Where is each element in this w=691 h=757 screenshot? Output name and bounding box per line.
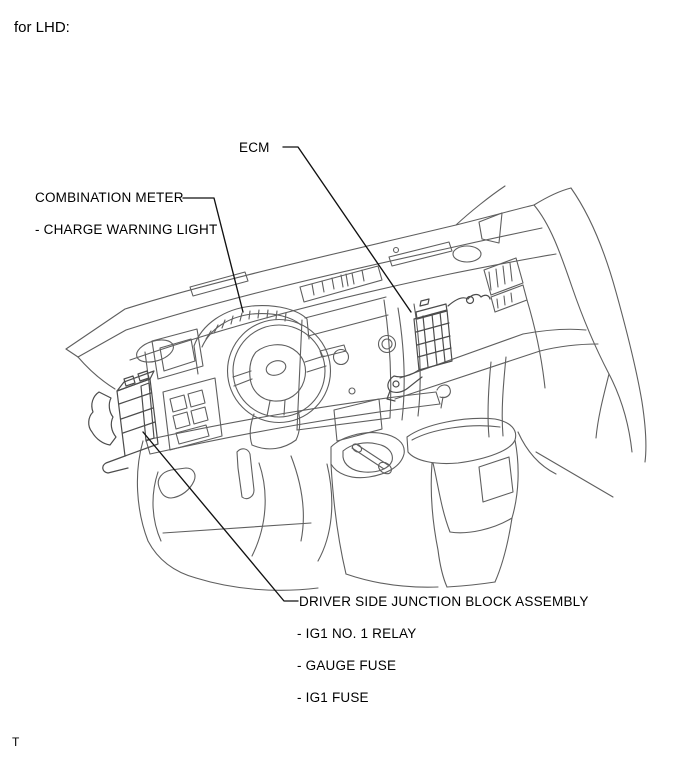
label-ecm: ECM bbox=[239, 140, 270, 155]
junction-block-part bbox=[89, 371, 158, 473]
footer-marker: T bbox=[12, 735, 20, 749]
steering-wheel bbox=[228, 320, 347, 449]
leader-ecm bbox=[283, 147, 411, 312]
floor-and-pedals bbox=[137, 441, 331, 590]
side-vent bbox=[484, 258, 545, 388]
switch-panel bbox=[163, 378, 222, 450]
label-gauge-fuse: - GAUGE FUSE bbox=[297, 658, 397, 673]
leader-combination-meter bbox=[183, 198, 243, 312]
leader-junction-block bbox=[143, 432, 298, 601]
dash-top bbox=[66, 228, 556, 390]
label-ig1-no1-relay: - IG1 NO. 1 RELAY bbox=[297, 626, 417, 641]
label-combination-meter: COMBINATION METER bbox=[35, 190, 184, 205]
label-junction-block: DRIVER SIDE JUNCTION BLOCK ASSEMBLY bbox=[299, 594, 589, 609]
leader-lines bbox=[143, 147, 411, 601]
variant-note: for LHD: bbox=[14, 19, 70, 36]
label-charge-warning-light: - CHARGE WARNING LIGHT bbox=[35, 222, 218, 237]
center-vent bbox=[300, 266, 382, 302]
center-console bbox=[331, 418, 556, 587]
instrument-cluster bbox=[194, 306, 309, 374]
label-ig1-fuse: - IG1 FUSE bbox=[297, 690, 369, 705]
